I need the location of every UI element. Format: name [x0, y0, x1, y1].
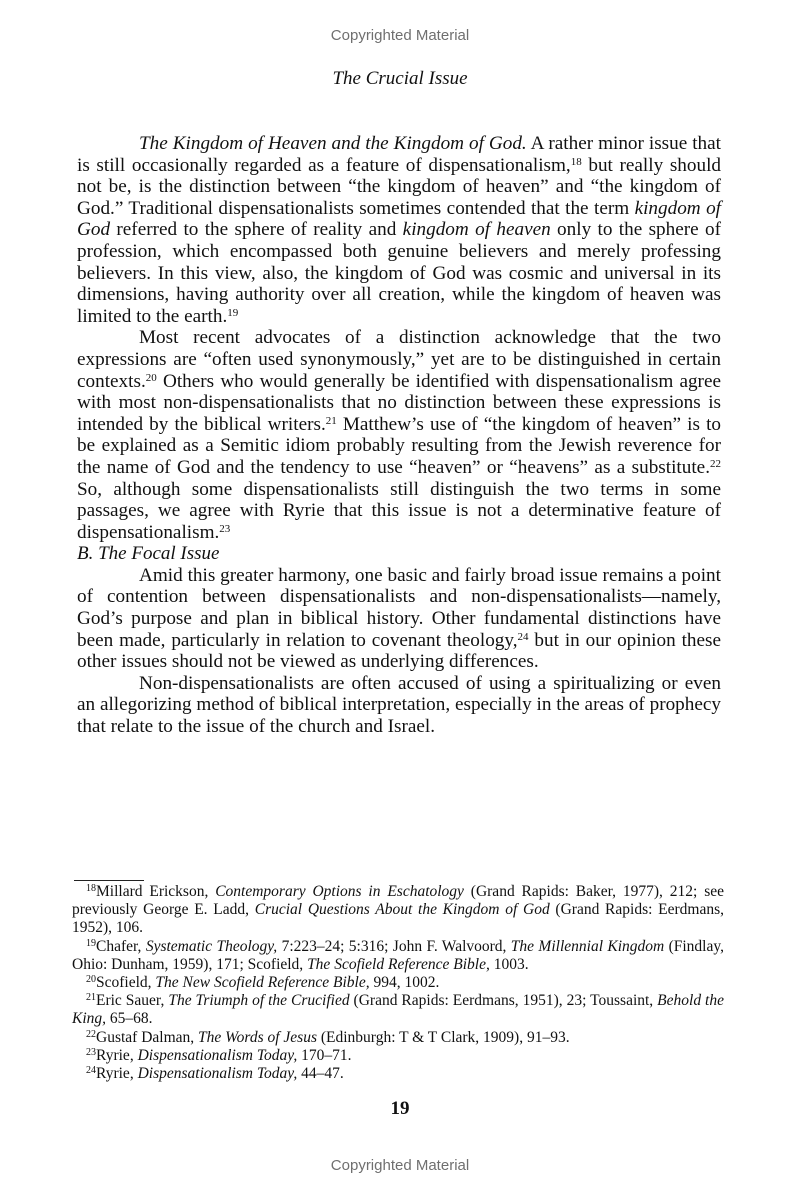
paragraph-recent-advocates: Most recent advocates of a distinction acknowledge that the two expressions are “often used synonymously,” yet are to be distinguished in certain contexts.$^{20}$ Others who would generally be identified with dispensationalism agree with most non-dispensationalists that no distinction between these expressions is intended by the biblical writers.$^{21}$ Matthew’s use of “the kingdom of heaven” is to be explained as a Semitic idiom probably resulting from the Jewish reverence for the name of God and the tendency to use “heaven” or “heavens” as a substitute.$^{22}$ So, although some dispensationalists still distinguish the two terms in some passages, we agree with Ryrie that this issue is not a determinative feature of dispensationalism.$^{23}$: [77, 327, 721, 543]
footnote-ref-18[interactable]: 18: [570, 155, 582, 168]
footnote-23: $^{23}$Ryrie, Dispensationalism Today, 170–71.: [86, 1046, 352, 1064]
footnote-ref-24[interactable]: 24: [517, 630, 529, 643]
footnote-19: $^{19}$Chafer, Systematic Theology, 7:223–24; 5:316; John F. Walvoord, The Millennial Kingdom (Findlay, Ohio: Dunham, 1959), 171; Scofield, The Scofield Reference Bible, 1003.: [72, 937, 724, 973]
paragraph-lead-heading: The Kingdom of Heaven and the Kingdom of God.: [139, 133, 527, 154]
footnote-ref-20[interactable]: 20: [145, 371, 157, 384]
page-number: 19: [390, 1098, 410, 1119]
running-head: The Crucial Issue: [332, 68, 468, 89]
paragraph-non-dispensationalists: Non-dispensationalists are often accused of using a spiritualizing or even an allegorizing method of biblical interpretation, especially in the areas of prophecy that relate to the issue of the church and Israel.: [77, 672, 721, 738]
footnote-24: $^{24}$Ryrie, Dispensationalism Today, 44–47.: [86, 1065, 344, 1083]
footnote-divider: [74, 880, 144, 881]
footnote-ref-19[interactable]: 19: [227, 306, 239, 319]
footnote-ref-21[interactable]: 21: [325, 414, 337, 427]
paragraph-focal-issue: Amid this greater harmony, one basic and fairly broad issue remains a point of contention between dispensationalists and non-dispensationalists—namely, God’s purpose and plan in biblical history. Other fundamental distinctions have been made, particularly in relation to covenant theology,$^{24}$ but in our opinion these other issues should not be viewed as underlying differences.: [77, 564, 722, 673]
footnotes: [72, 880, 724, 1083]
section-heading: B. The Focal Issue: [77, 543, 220, 565]
footnote-ref-23[interactable]: 23: [219, 522, 231, 535]
footnote-20: $^{20}$Scofield, The New Scofield Reference Bible, 994, 1002.: [86, 974, 440, 992]
footnote-ref-22[interactable]: 22: [710, 457, 721, 470]
paragraph-kingdom-distinction: The Kingdom of Heaven and the Kingdom of God. A rather minor issue that is still occasionally regarded as a feature of dispensationalism,$^{18}$ but really should not be, is the distinction between “the kingdom of heaven” and “the kingdom of God.” Traditional dispensationalists sometimes contended that the term kingdom of God referred to the sphere of reality and kingdom of heaven only to the sphere of profession, which encompassed both genuine believers and merely professing believers. In this view, also, the kingdom of God was cosmic and universal in its dimensions, having authority over all creation, while the kingdom of heaven was limited to the earth.$^{19}$: [77, 133, 721, 327]
page-body: [77, 133, 721, 738]
footnote-22: $^{22}$Gustaf Dalman, The Words of Jesus (Edinburgh: T & T Clark, 1909), 91–93.: [86, 1028, 570, 1046]
copyright-watermark-top: Copyrighted Material: [330, 27, 470, 44]
footnote-18: $^{18}$Millard Erickson, Contemporary Options in Eschatology (Grand Rapids: Baker, 1977), 212; see previously George E. Ladd, Crucial Questions About the Kingdom of God (Grand Rapids: Eerdmans, 1952), 106.: [72, 883, 724, 937]
footnote-21: $^{21}$Eric Sauer, The Triumph of the Crucified (Grand Rapids: Eerdmans, 1951), 23; Toussaint, Behold the King, 65–68.: [72, 992, 724, 1028]
copyright-watermark-bottom: Copyrighted Material: [330, 1157, 470, 1174]
